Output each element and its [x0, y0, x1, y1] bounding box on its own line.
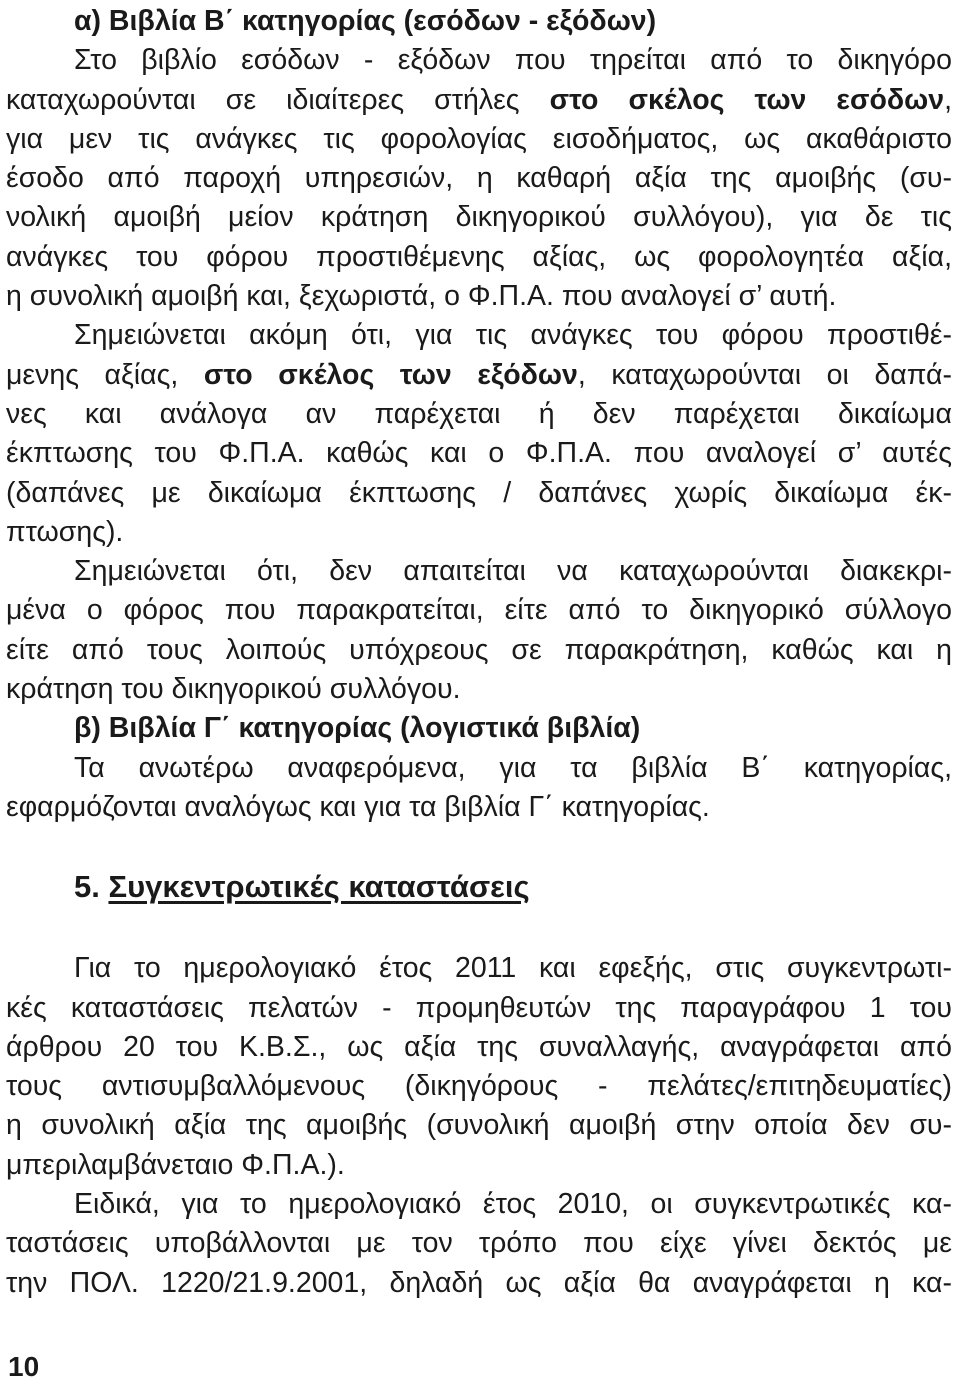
bold-phrase: στο σκέλος των εξόδων: [203, 358, 578, 391]
text-segment: , καταχωρούνται οι δαπά-: [577, 358, 953, 391]
paragraph-6: [6, 1185, 952, 1303]
text-line: Στο βιβλίο εσόδων - εξόδων που τηρείται από το δικηγόρο: [74, 44, 952, 77]
text-line: μένα ο φόρος που παρακρατείται, είτε από το δικηγορικό σύλλογο: [6, 594, 952, 627]
text-line: Για το ημερολογιακό έτος 2011 και εφεξής, στις συγκεντρωτι-: [74, 952, 952, 985]
text-line: τους αντισυμβαλλόμενους (δικηγόρους - πελάτες/επιτηδευματίες): [6, 1070, 952, 1103]
paragraph-5: [6, 949, 952, 1185]
paragraph-2: [6, 316, 952, 552]
text-segment: μενης αξίας,: [6, 358, 204, 391]
heading-a: α) Βιβλία Β΄ κατηγορίας (εσόδων - εξόδων): [74, 5, 657, 37]
text-line: την ΠΟΛ. 1220/21.9.2001, δηλαδή ως αξία θα αναγράφεται η κα-: [6, 1266, 952, 1299]
text-line: μπεριλαμβάνεταιο Φ.Π.Α.).: [6, 1148, 345, 1181]
text-line: Σημειώνεται ακόμη ότι, για τις ανάγκες του φόρου προστιθέ-: [74, 319, 952, 352]
text-line: εφαρμόζονται αναλόγως και για τα βιβλία Γ΄ κατηγορίας.: [6, 790, 710, 823]
text-line: (δαπάνες με δικαίωμα έκπτωσης / δαπάνες χωρίς δικαίωμα έκ-: [6, 476, 952, 509]
text-segment: ,: [944, 83, 952, 116]
text-line: είτε από τους λοιπούς υπόχρεους σε παρακράτηση, καθώς και η: [6, 633, 952, 666]
text-line: έσοδο από παροχή υπηρεσιών, η καθαρή αξία της αμοιβής (συ-: [6, 162, 952, 195]
text-line: Ειδικά, για το ημερολογιακό έτος 2010, οι συγκεντρωτικές κα-: [74, 1188, 952, 1221]
section-heading: [6, 865, 952, 909]
text-line: ανάγκες του φόρου προστιθέμενης αξίας, ως φορολογητέα αξία,: [6, 240, 952, 273]
text-line: νολική αμοιβή μείον κράτηση δικηγορικού συλλόγου), για δε τις: [6, 201, 952, 234]
text-line: νες και ανάλογα αν παρέχεται ή δεν παρέχεται δικαίωμα: [6, 397, 952, 430]
text-line: η συνολική αξία της αμοιβής (συνολική αμοιβή στην οποία δεν συ-: [6, 1109, 952, 1142]
text-line: [6, 356, 952, 395]
heading-b: β) Βιβλία Γ΄ κατηγορίας (λογιστικά βιβλία): [74, 712, 641, 745]
section-title: Συγκεντρωτικές καταστάσεις: [108, 869, 530, 905]
text-line: ταστάσεις υποβάλλονται με τον τρόπο που είχε γίνει δεκτός με: [6, 1227, 952, 1260]
document-page: [6, 2, 952, 1303]
section-number: 5.: [74, 869, 109, 905]
bold-phrase: στο σκέλος των εσόδων: [549, 83, 945, 116]
text-line: Τα ανωτέρω αναφερόμενα, για τα βιβλία Β΄ κατηγορίας,: [74, 751, 952, 784]
page-number: 10: [8, 1351, 40, 1382]
text-segment: καταχωρούνται σε ιδιαίτερες στήλες: [6, 83, 550, 116]
text-line: [6, 81, 952, 120]
text-line: κές καταστάσεις πελατών - προμηθευτών της παραγράφου 1 του: [6, 991, 952, 1024]
text-line: έκπτωσης του Φ.Π.Α. καθώς και ο Φ.Π.Α. που αναλογεί σ’ αυτές: [6, 437, 952, 470]
text-line: η συνολική αμοιβή και, ξεχωριστά, ο Φ.Π.Α. που αναλογεί σ’ αυτή.: [6, 280, 837, 313]
text-line: για μεν τις ανάγκες τις φορολογίας εισοδήματος, ως ακαθάριστο: [6, 122, 952, 155]
text-line: πτωσης).: [6, 515, 124, 548]
text-line: Σημειώνεται ότι, δεν απαιτείται να καταχωρούνται διακεκρι-: [74, 555, 952, 588]
paragraph-1: [6, 41, 952, 316]
text-line: κράτηση του δικηγορικού συλλόγου.: [6, 673, 461, 706]
text-line: άρθρου 20 του Κ.Β.Σ., ως αξία της συναλλαγής, αναγράφεται από: [6, 1030, 952, 1063]
paragraph-3: [6, 552, 952, 709]
paragraph-4: [6, 749, 952, 828]
